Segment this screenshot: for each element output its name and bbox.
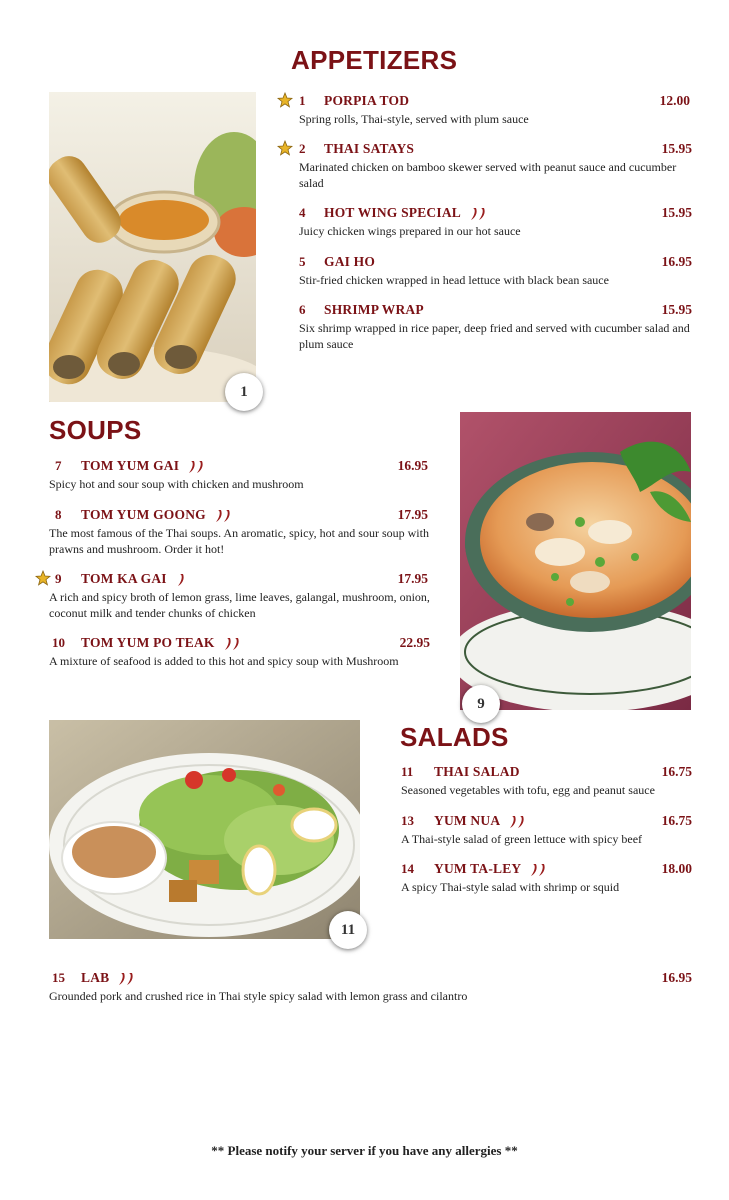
item-description: Spicy hot and sour soup with chicken and mushroom [49, 477, 304, 491]
item-number: 13 [401, 813, 414, 828]
menu-item-hot-wing-special [299, 205, 694, 239]
photo-badge-salads: 11 [329, 911, 367, 949]
menu-item-gai-ho [299, 254, 694, 288]
item-name: YUM NUA [434, 813, 501, 828]
photo-badge-soups: 9 [462, 685, 500, 723]
menu-item-tom-ka-gai [49, 571, 432, 621]
tom-ka-gai-photo [460, 412, 691, 710]
item-number: 4 [299, 205, 306, 220]
item-price: 16.75 [661, 764, 692, 779]
menu-item-tom-yum-po-teak [49, 635, 432, 669]
item-name: HOT WING SPECIAL [324, 205, 461, 220]
star-icon [35, 570, 51, 586]
item-number: 7 [55, 458, 62, 473]
chili-pepper-icon [469, 207, 487, 221]
item-price: 16.95 [397, 458, 428, 473]
item-price: 22.95 [399, 635, 430, 650]
menu-item-yum-ta-ley [401, 861, 694, 895]
photo-badge-appetizers: 1 [225, 373, 263, 411]
item-description: A Thai-style salad of green lettuce with spicy beef [401, 832, 643, 846]
item-number: 11 [401, 764, 414, 779]
item-number: 6 [299, 302, 306, 317]
spring-rolls-photo [49, 92, 256, 402]
item-number: 1 [299, 93, 306, 108]
item-name: LAB [81, 970, 110, 985]
item-description: Seasoned vegetables with tofu, egg and peanut sauce [401, 783, 655, 797]
item-price: 17.95 [397, 507, 428, 522]
item-name: TOM YUM PO TEAK [81, 635, 215, 650]
item-price: 15.95 [661, 141, 692, 156]
item-name: TOM YUM GAI [81, 458, 180, 473]
item-description: The most famous of the Thai soups. An aromatic, spicy, hot and sour soup with prawns and mushroom. Order it hot! [49, 526, 429, 556]
star-icon [277, 140, 293, 156]
item-name: TOM YUM GOONG [81, 507, 206, 522]
menu-item-thai-satays [299, 141, 694, 191]
soups-heading: SOUPS [49, 415, 142, 445]
item-description: Grounded pork and crushed rice in Thai style spicy salad with lemon grass and cilantro [49, 989, 468, 1003]
allergy-notice: ** Please notify your server if you have any allergies ** [211, 1143, 518, 1158]
item-number: 2 [299, 141, 306, 156]
item-price: 16.75 [661, 813, 692, 828]
item-name: TOM KA GAI [81, 571, 167, 586]
item-price: 15.95 [661, 205, 692, 220]
item-name: THAI SATAYS [324, 141, 415, 156]
item-description: Stir-fried chicken wrapped in head lettuce with black bean sauce [299, 273, 609, 287]
menu-item-yum-nua [401, 813, 694, 847]
item-number: 15 [52, 970, 65, 985]
item-number: 14 [401, 861, 414, 876]
item-name: GAI HO [324, 254, 376, 269]
menu-item-tom-yum-goong [49, 507, 432, 557]
chili-pepper-icon [117, 972, 135, 986]
item-number: 8 [55, 507, 62, 522]
chili-pepper-icon [529, 863, 547, 877]
item-description: A mixture of seafood is added to this hot and spicy soup with Mushroom [49, 654, 399, 668]
appetizers-heading: APPETIZERS [291, 45, 458, 75]
menu-item-tom-yum-gai [49, 458, 432, 492]
menu-item-shrimp-wrap [299, 302, 694, 352]
item-description: A rich and spicy broth of lemon grass, lime leaves, galangal, mushroom, onion, coconut milk and tender chunks of chicken [49, 590, 430, 620]
item-price: 16.95 [661, 254, 692, 269]
item-number: 10 [52, 635, 65, 650]
item-description: Marinated chicken on bamboo skewer served with peanut sauce and cucumber salad [299, 160, 677, 190]
item-price: 15.95 [661, 302, 692, 317]
chili-pepper-icon [214, 509, 232, 523]
item-description: A spicy Thai-style salad with shrimp or squid [401, 880, 620, 894]
item-price: 16.95 [661, 970, 692, 985]
item-price: 12.00 [659, 93, 690, 108]
item-price: 17.95 [397, 571, 428, 586]
item-name: SHRIMP WRAP [324, 302, 424, 317]
chili-pepper-icon [187, 460, 205, 474]
menu-item-thai-salad [401, 764, 694, 798]
item-name: THAI SALAD [434, 764, 520, 779]
item-description: Juicy chicken wings prepared in our hot sauce [299, 224, 521, 238]
menu-item-lab [49, 970, 694, 1004]
item-number: 9 [55, 571, 62, 586]
menu-item-porpia-tod [299, 93, 694, 127]
chili-pepper-icon [508, 815, 526, 829]
salads-heading: SALADS [400, 722, 509, 752]
item-number: 5 [299, 254, 306, 269]
chili-pepper-icon [175, 573, 185, 587]
item-price: 18.00 [661, 861, 692, 876]
chili-pepper-icon [223, 637, 241, 651]
thai-salad-photo [49, 720, 360, 939]
item-description: Six shrimp wrapped in rice paper, deep fried and served with cucumber salad and plum sauce [299, 321, 690, 351]
item-description: Spring rolls, Thai-style, served with plum sauce [299, 112, 529, 126]
item-name: YUM TA-LEY [434, 861, 522, 876]
item-name: PORPIA TOD [324, 93, 410, 108]
star-icon [277, 92, 293, 108]
